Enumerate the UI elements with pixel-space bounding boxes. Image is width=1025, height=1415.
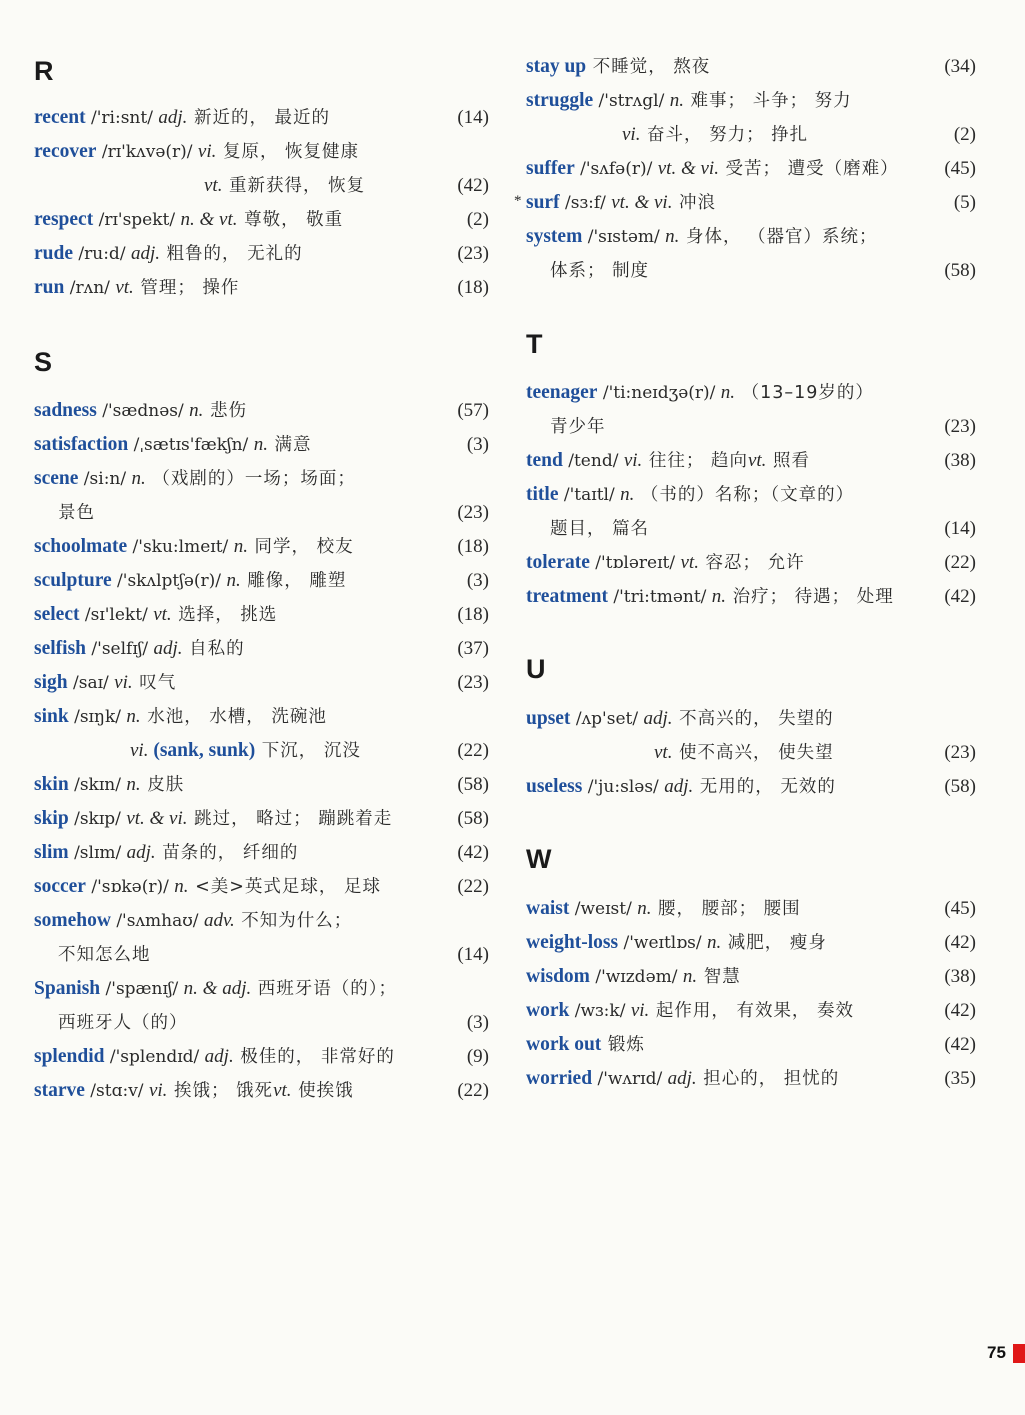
unit-reference: (23) xyxy=(457,243,489,264)
unit-reference: (58) xyxy=(944,776,976,797)
entry-continuation xyxy=(526,412,976,442)
chinese-meaning: 自私的 xyxy=(182,639,245,659)
entry-weight-loss xyxy=(526,928,976,958)
part-of-speech: vi. xyxy=(623,450,643,471)
part-of-speech: vi. xyxy=(622,124,641,145)
entry-sink xyxy=(34,702,489,732)
part-of-speech: n. xyxy=(706,932,722,953)
headword: useless xyxy=(526,776,583,797)
chinese-meaning: 往往； 趋向 xyxy=(642,451,748,471)
entry-satisfaction xyxy=(34,430,489,460)
headword: waist xyxy=(526,898,570,919)
headword: system xyxy=(526,226,583,247)
part-of-speech: n. xyxy=(253,434,268,455)
headword: rude xyxy=(34,243,73,264)
part-of-speech: n. xyxy=(711,586,727,607)
phonetic: /slɪm/ xyxy=(68,843,127,863)
phonetic: /'tri:tmənt/ xyxy=(607,587,712,607)
entry-suffer xyxy=(526,154,976,184)
entry-sigh xyxy=(34,668,489,698)
headword: starve xyxy=(34,1080,85,1101)
headword: select xyxy=(34,604,80,625)
entry-rude xyxy=(34,239,489,269)
part-of-speech: n. xyxy=(131,468,146,489)
chinese-meaning: 尊敬， 敬重 xyxy=(237,210,344,230)
phonetic: /'taɪtl/ xyxy=(558,485,621,505)
unit-reference: (38) xyxy=(944,450,976,471)
unit-reference: (42) xyxy=(944,932,976,953)
headword: selfish xyxy=(34,638,87,659)
chinese-meaning: 起作用， 有效果， 奏效 xyxy=(649,1001,854,1021)
headword: tend xyxy=(526,450,563,471)
chinese-meaning: 不知怎么地 xyxy=(58,945,151,965)
headword: weight-loss xyxy=(526,932,619,953)
headword: recover xyxy=(34,141,97,162)
headword: splendid xyxy=(34,1046,105,1067)
entry-slim xyxy=(34,838,489,868)
unit-reference: (42) xyxy=(457,175,489,196)
chinese-meaning: 重新获得， 恢复 xyxy=(222,176,366,196)
chinese-meaning: 青少年 xyxy=(550,417,606,437)
unit-reference: (22) xyxy=(944,552,976,573)
headword: somehow xyxy=(34,910,111,931)
phonetic: /'wɪzdəm/ xyxy=(589,967,683,987)
chinese-meaning: 皮肤 xyxy=(140,775,185,795)
unit-reference: (58) xyxy=(457,808,489,829)
entry-somehow xyxy=(34,906,489,936)
part-of-speech: n. xyxy=(233,536,248,557)
chinese-meaning: 锻炼 xyxy=(601,1035,645,1055)
unit-reference: (9) xyxy=(466,1046,489,1067)
part-of-speech-secondary: vt. xyxy=(747,450,767,471)
entry-work xyxy=(526,996,976,1026)
unit-reference: (18) xyxy=(457,604,489,625)
phonetic: /skɪp/ xyxy=(68,809,127,829)
entry-continuation xyxy=(34,171,489,201)
section-letter-w: W xyxy=(526,844,552,874)
headword: recent xyxy=(34,107,86,128)
part-of-speech: adv. xyxy=(203,910,235,931)
phonetic: /rɪ'kʌvə(r)/ xyxy=(96,142,198,162)
entry-surf xyxy=(514,188,976,218)
entry-continuation xyxy=(526,738,976,768)
chinese-meaning: 使不高兴， 使失望 xyxy=(672,743,834,763)
unit-reference: (23) xyxy=(944,742,976,763)
entry-upset xyxy=(526,704,976,734)
chinese-meaning: 身体， （器官）系统； xyxy=(679,227,878,247)
phonetic: /rɪ'spekt/ xyxy=(93,210,181,230)
chinese-meaning: 跳过， 略过； 蹦跳着走 xyxy=(187,809,393,829)
section-letter-r: R xyxy=(34,56,54,86)
phonetic: /rʌn/ xyxy=(64,278,116,298)
unit-reference: (58) xyxy=(457,774,489,795)
headword: sculpture xyxy=(34,570,112,591)
entry-continuation xyxy=(526,514,976,544)
headword: suffer xyxy=(526,158,575,179)
phonetic: /stɑ:v/ xyxy=(84,1081,149,1101)
headword: tolerate xyxy=(526,552,590,573)
chinese-meaning: 担心的， 担忧的 xyxy=(696,1069,840,1089)
unit-reference: (14) xyxy=(457,944,489,965)
chinese-meaning: 新近的， 最近的 xyxy=(187,108,330,128)
headword: wisdom xyxy=(526,966,590,987)
phonetic: /tend/ xyxy=(562,451,624,471)
entry-waist xyxy=(526,894,976,924)
phonetic: /'selfɪʃ/ xyxy=(86,639,154,659)
chinese-meaning: 粗鲁的， 无礼的 xyxy=(159,244,303,264)
headword: satisfaction xyxy=(34,434,129,455)
headword: slim xyxy=(34,842,69,863)
phonetic: /'wʌrɪd/ xyxy=(592,1069,668,1089)
asterisk-mark: * xyxy=(514,193,522,209)
phonetic: /'sɪstəm/ xyxy=(582,227,666,247)
phonetic: /'ju:sləs/ xyxy=(582,777,665,797)
page-tab-marker xyxy=(1013,1344,1025,1363)
section-letter-s: S xyxy=(34,347,53,377)
chinese-meaning: 叹气 xyxy=(132,673,177,693)
chinese-meaning: （13–19岁的） xyxy=(735,383,874,403)
chinese-meaning: 管理； 操作 xyxy=(133,278,240,298)
chinese-meaning: 水池， 水槽， 洗碗池 xyxy=(140,707,327,727)
unit-reference: (14) xyxy=(457,107,489,128)
chinese-meaning: 不高兴的， 失望的 xyxy=(672,709,834,729)
headword: sigh xyxy=(34,672,68,693)
chinese-meaning: 治疗； 待遇； 处理 xyxy=(726,587,894,607)
part-of-speech-secondary: vt. xyxy=(273,1080,292,1101)
part-of-speech: vt. & vi. xyxy=(657,158,719,179)
entry-continuation xyxy=(34,1008,489,1038)
phonetic: /'spænɪʃ/ xyxy=(100,979,184,999)
unit-reference: (3) xyxy=(466,434,489,455)
phonetic: /'splendɪd/ xyxy=(104,1047,205,1067)
unit-reference: (34) xyxy=(944,56,976,77)
phonetic: /'sʌmhaʊ/ xyxy=(110,911,204,931)
entry-treatment xyxy=(526,582,976,612)
unit-reference: (37) xyxy=(457,638,489,659)
phonetic: /weɪst/ xyxy=(569,899,638,919)
part-of-speech: n. & adj. xyxy=(183,978,252,999)
chinese-meaning: 智慧 xyxy=(697,967,741,987)
entry-soccer xyxy=(34,872,489,902)
phonetic: /'ri:snt/ xyxy=(85,108,159,128)
entry-stay-up xyxy=(526,52,976,82)
entry-sculpture xyxy=(34,566,489,596)
headword: scene xyxy=(34,468,79,489)
unit-reference: (22) xyxy=(457,740,489,761)
part-of-speech: n. xyxy=(174,876,189,897)
part-of-speech: adj. xyxy=(667,1068,697,1089)
unit-reference: (42) xyxy=(944,1000,976,1021)
phonetic: /sɜ:f/ xyxy=(559,193,612,213)
part-of-speech: n. xyxy=(669,90,684,111)
entry-teenager xyxy=(526,378,976,408)
entry-worried xyxy=(526,1064,976,1094)
unit-reference: (23) xyxy=(457,672,489,693)
part-of-speech: adj. xyxy=(153,638,183,659)
part-of-speech: adj. xyxy=(130,243,160,264)
part-of-speech: vi. xyxy=(114,672,133,693)
entry-title xyxy=(526,480,976,510)
chinese-meaning: 奋斗， 努力； 挣扎 xyxy=(640,125,809,145)
unit-reference: (18) xyxy=(457,277,489,298)
unit-reference: (23) xyxy=(457,502,489,523)
unit-reference: (3) xyxy=(466,1012,489,1033)
unit-reference: (5) xyxy=(953,192,976,213)
phonetic: /ʌp'set/ xyxy=(570,709,644,729)
entry-system xyxy=(526,222,976,252)
entry-useless xyxy=(526,772,976,802)
chinese-meaning: <美>英式足球， 足球 xyxy=(188,877,381,897)
chinese-meaning: 苗条的， 纤细的 xyxy=(155,843,299,863)
headword: treatment xyxy=(526,586,608,607)
unit-reference: (35) xyxy=(944,1068,976,1089)
part-of-speech: n. xyxy=(720,382,736,403)
part-of-speech: vt. & vi. xyxy=(126,808,188,829)
chinese-meaning: 同学， 校友 xyxy=(247,537,354,557)
phonetic: /si:n/ xyxy=(78,469,132,489)
entry-selfish xyxy=(34,634,489,664)
headword: stay up xyxy=(526,56,587,77)
chinese-meaning: 体系； 制度 xyxy=(550,261,650,281)
section-letter-u: U xyxy=(526,654,546,684)
chinese-meaning: 无用的， 无效的 xyxy=(693,777,836,797)
headword: sadness xyxy=(34,400,97,421)
unit-reference: (57) xyxy=(457,400,489,421)
headword: teenager xyxy=(526,382,598,403)
headword: skin xyxy=(34,774,69,795)
part-of-speech: n. xyxy=(126,774,141,795)
headword: worried xyxy=(526,1068,593,1089)
chinese-meaning: 题目， 篇名 xyxy=(550,519,650,539)
phonetic: /'sʌfə(r)/ xyxy=(574,159,658,179)
phonetic: /'ti:neɪdʒə(r)/ xyxy=(597,383,721,403)
entry-sadness xyxy=(34,396,489,426)
entry-run xyxy=(34,273,489,303)
phonetic: /ru:d/ xyxy=(73,244,131,264)
phonetic: /'sɒkə(r)/ xyxy=(85,877,175,897)
unit-reference: (22) xyxy=(457,876,489,897)
part-of-speech: vt. xyxy=(204,175,223,196)
chinese-meaning-secondary: 使挨饿 xyxy=(291,1081,354,1101)
headword: respect xyxy=(34,209,94,230)
chinese-meaning: 西班牙人（的） xyxy=(58,1013,188,1033)
headword: upset xyxy=(526,708,571,729)
chinese-meaning: 复原， 恢复健康 xyxy=(216,142,359,162)
entry-struggle xyxy=(526,86,976,116)
unit-reference: (58) xyxy=(944,260,976,281)
part-of-speech: vt. & vi. xyxy=(611,192,673,213)
chinese-meaning-secondary: 照看 xyxy=(766,451,810,471)
headword: run xyxy=(34,277,65,298)
chinese-meaning: 悲伤 xyxy=(203,401,247,421)
chinese-meaning: （书的）名称；（文章的） xyxy=(634,485,855,505)
part-of-speech: vi. xyxy=(130,740,149,761)
entry-skip xyxy=(34,804,489,834)
headword: surf xyxy=(526,192,560,213)
section-letter-t: T xyxy=(526,329,543,359)
chinese-meaning: （戏剧的）一场；场面； xyxy=(145,469,356,489)
headword: Spanish xyxy=(34,978,101,999)
phonetic: /wɜ:k/ xyxy=(569,1001,631,1021)
unit-reference: (42) xyxy=(944,1034,976,1055)
headword: work xyxy=(526,1000,570,1021)
entry-wisdom xyxy=(526,962,976,992)
part-of-speech: vi. xyxy=(197,141,217,162)
part-of-speech: n. & vt. xyxy=(180,209,238,230)
chinese-meaning: 腰， 腰部； 腰围 xyxy=(651,899,801,919)
entry-spanish xyxy=(34,974,489,1004)
phonetic: /'skʌlptʃə(r)/ xyxy=(111,571,227,591)
headword: soccer xyxy=(34,876,86,897)
chinese-meaning: 雕像， 雕塑 xyxy=(240,571,347,591)
chinese-meaning: 难事； 斗争； 努力 xyxy=(683,91,852,111)
part-of-speech: n. xyxy=(682,966,698,987)
part-of-speech: adj. xyxy=(158,107,188,128)
unit-reference: (45) xyxy=(944,158,976,179)
chinese-meaning: 景色 xyxy=(58,503,95,523)
part-of-speech: adj. xyxy=(643,708,673,729)
phonetic: /'sku:lmeɪt/ xyxy=(127,537,234,557)
part-of-speech: vi. xyxy=(148,1080,168,1101)
entry-tolerate xyxy=(526,548,976,578)
entry-continuation xyxy=(34,736,489,766)
headword: skip xyxy=(34,808,69,829)
chinese-meaning: 受苦； 遭受（磨难） xyxy=(718,159,899,179)
unit-reference: (3) xyxy=(466,570,489,591)
chinese-meaning: 满意 xyxy=(267,435,312,455)
part-of-speech: vt. xyxy=(153,604,172,625)
entry-splendid xyxy=(34,1042,489,1072)
part-of-speech: n. xyxy=(126,706,141,727)
phonetic: /sɪŋk/ xyxy=(68,707,127,727)
chinese-meaning: 挨饿； 饿死 xyxy=(167,1081,274,1101)
phonetic: /'sædnəs/ xyxy=(96,401,190,421)
part-of-speech: adj. xyxy=(126,842,156,863)
phonetic: /'weɪtlɒs/ xyxy=(618,933,707,953)
entry-continuation xyxy=(526,256,976,286)
unit-reference: (42) xyxy=(457,842,489,863)
part-of-speech: n. xyxy=(226,570,241,591)
unit-reference: (14) xyxy=(944,518,976,539)
page-number: 75 xyxy=(987,1343,1006,1362)
unit-reference: (2) xyxy=(466,209,489,230)
chinese-meaning: 不睡觉， 熬夜 xyxy=(586,57,711,77)
chinese-meaning: 不知为什么； xyxy=(234,911,353,931)
headword: work out xyxy=(526,1034,602,1055)
chinese-meaning: 选择， 挑选 xyxy=(171,605,278,625)
phonetic: /ˌsætɪs'fækʃn/ xyxy=(128,435,254,455)
inflected-forms: (sank, sunk) xyxy=(148,740,256,761)
part-of-speech: n. xyxy=(620,484,635,505)
chinese-meaning: 下沉， 沉没 xyxy=(255,741,361,761)
chinese-meaning: 极佳的， 非常好的 xyxy=(233,1047,395,1067)
headword: struggle xyxy=(526,90,594,111)
unit-reference: (22) xyxy=(457,1080,489,1101)
entry-schoolmate xyxy=(34,532,489,562)
part-of-speech: adj. xyxy=(664,776,694,797)
headword: schoolmate xyxy=(34,536,128,557)
phonetic: /'tɒləreɪt/ xyxy=(589,553,681,573)
unit-reference: (18) xyxy=(457,536,489,557)
part-of-speech: n. xyxy=(665,226,680,247)
entry-tend xyxy=(526,446,976,476)
entry-recover xyxy=(34,137,489,167)
entry-select xyxy=(34,600,489,630)
part-of-speech: vt. xyxy=(115,277,134,298)
entry-continuation xyxy=(34,940,489,970)
chinese-meaning: 冲浪 xyxy=(672,193,717,213)
entry-continuation xyxy=(34,498,489,528)
chinese-meaning: 容忍； 允许 xyxy=(698,553,805,573)
entry-work-out xyxy=(526,1030,976,1060)
chinese-meaning: 西班牙语（的）； xyxy=(251,979,398,999)
part-of-speech: n. xyxy=(189,400,204,421)
entry-skin xyxy=(34,770,489,800)
part-of-speech: n. xyxy=(637,898,652,919)
entry-recent xyxy=(34,103,489,133)
chinese-meaning: 减肥， 瘦身 xyxy=(721,933,827,953)
entry-continuation xyxy=(526,120,976,150)
unit-reference: (45) xyxy=(944,898,976,919)
headword: sink xyxy=(34,706,69,727)
unit-reference: (38) xyxy=(944,966,976,987)
unit-reference: (23) xyxy=(944,416,976,437)
part-of-speech: vt. xyxy=(654,742,673,763)
headword: title xyxy=(526,484,559,505)
phonetic: /sɪ'lekt/ xyxy=(79,605,154,625)
entry-starve xyxy=(34,1076,489,1106)
entry-scene xyxy=(34,464,489,494)
part-of-speech: vt. xyxy=(680,552,699,573)
part-of-speech: adj. xyxy=(204,1046,234,1067)
entry-respect xyxy=(34,205,489,235)
unit-reference: (2) xyxy=(953,124,976,145)
phonetic: /saɪ/ xyxy=(67,673,115,693)
phonetic: /skɪn/ xyxy=(68,775,127,795)
unit-reference: (42) xyxy=(944,586,976,607)
part-of-speech: vi. xyxy=(630,1000,650,1021)
phonetic: /'strʌgl/ xyxy=(593,91,670,111)
